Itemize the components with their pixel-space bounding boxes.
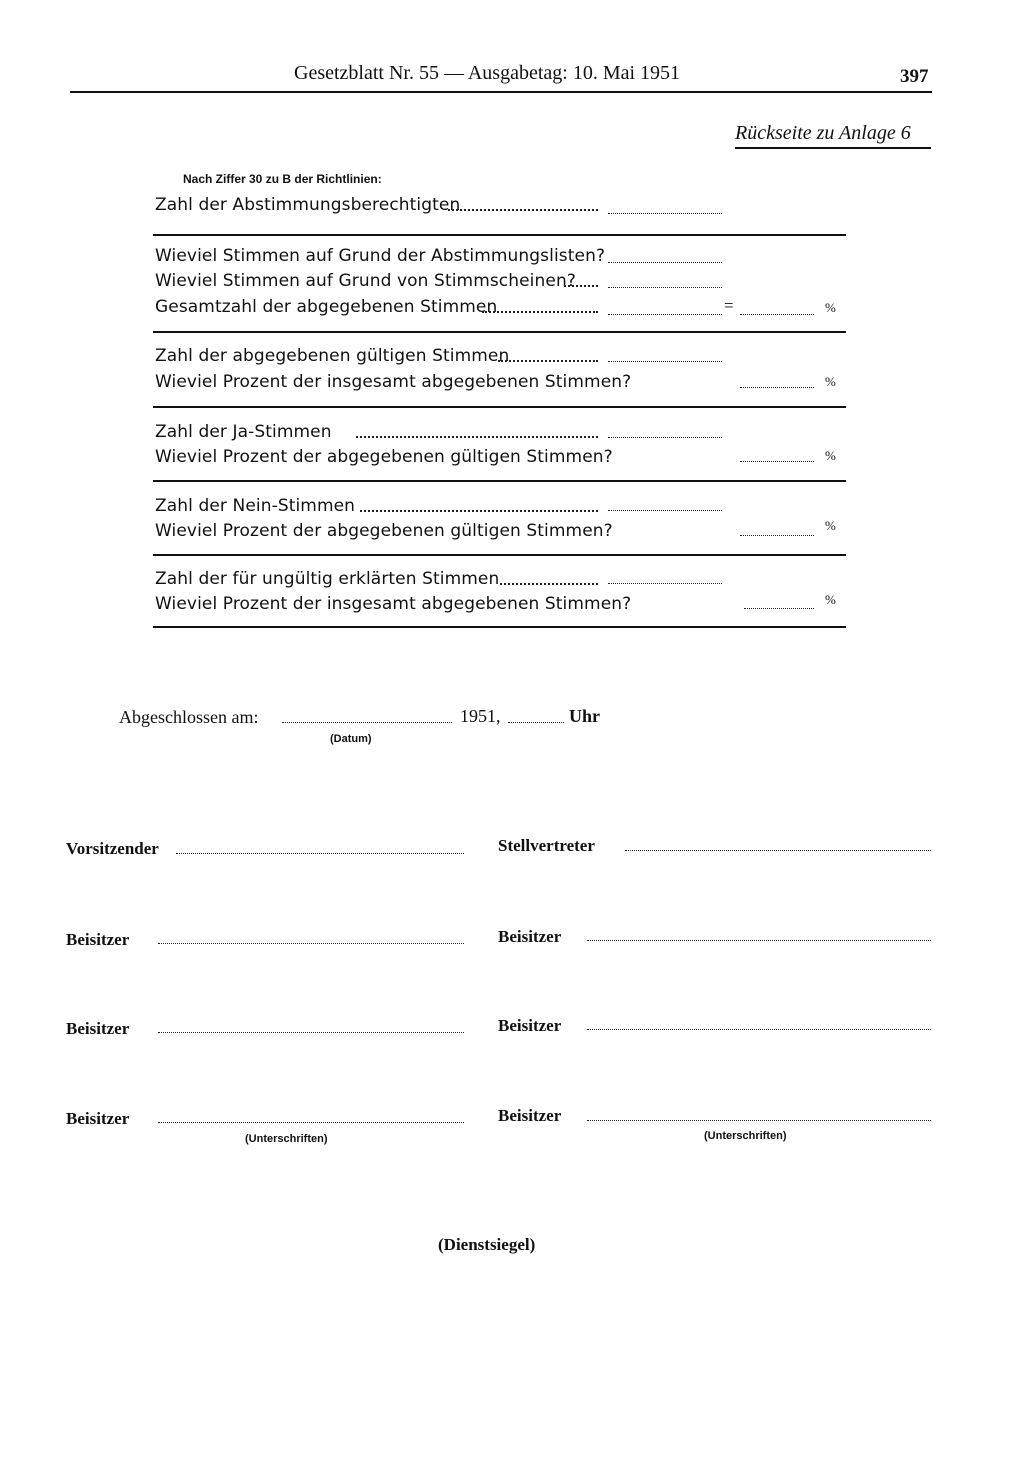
input-nein-stimmen[interactable] [608, 510, 722, 511]
label-nein-stimmen: Zahl der Nein-Stimmen [155, 496, 356, 516]
signature-label-beisitzer-right-3: Beisitzer [498, 1106, 562, 1125]
input-stimmen-listen[interactable] [608, 262, 722, 263]
signature-line-beisitzer-left-3[interactable] [158, 1122, 464, 1123]
label-prozent-insgesamt: Wieviel Prozent der insgesamt abgegebenen Stimmen? [155, 372, 632, 392]
signature-label-vorsitzender: Vorsitzender [66, 839, 159, 858]
label-gueltige-stimmen: Zahl der abgegebenen gültigen Stimmen [155, 346, 510, 366]
input-closing-date[interactable] [282, 722, 452, 723]
signature-label-beisitzer-left-1: Beisitzer [66, 930, 130, 949]
input-gesamtzahl[interactable] [608, 314, 722, 315]
equals-sign: = [724, 296, 734, 315]
gazette-title: Gesetzblatt Nr. 55 — Ausgabetag: 10. Mai 1951 [294, 62, 681, 84]
signature-line-vorsitzender[interactable] [176, 853, 464, 854]
input-gesamtzahl-percent[interactable] [740, 314, 814, 315]
input-prozent-insgesamt[interactable] [740, 387, 814, 388]
label-ja-prozent: Wieviel Prozent der abgegebenen gültigen Stimmen? [155, 447, 613, 467]
input-nein-prozent[interactable] [740, 535, 814, 536]
input-abstimmungsberechtigte[interactable] [608, 213, 722, 214]
page-number: 397 [900, 66, 929, 87]
signature-label-beisitzer-left-2: Beisitzer [66, 1019, 130, 1038]
annex-subtitle: Rückseite zu Anlage 6 [735, 122, 911, 144]
group-divider [153, 626, 846, 628]
dot-leader [498, 352, 598, 362]
label-stimmen-scheine: Wieviel Stimmen auf Grund von Stimmscheinen? [155, 271, 576, 291]
group-divider [153, 554, 846, 556]
dot-leader [360, 502, 598, 512]
signature-label-beisitzer-right-1: Beisitzer [498, 927, 562, 946]
group-divider [153, 331, 846, 333]
input-closing-time[interactable] [508, 722, 564, 723]
label-stimmen-listen: Wieviel Stimmen auf Grund der Abstimmungslisten? [155, 246, 606, 266]
signature-line-beisitzer-right-3[interactable] [587, 1120, 931, 1121]
input-gueltige-stimmen[interactable] [608, 361, 722, 362]
label-ungueltige-stimmen: Zahl der für ungültig erklärten Stimmen [155, 569, 500, 589]
signatures-caption-right: (Unterschriften) [704, 1130, 787, 1142]
label-gesamtzahl: Gesamtzahl der abgegebenen Stimmen [155, 297, 498, 317]
signature-line-beisitzer-right-2[interactable] [587, 1029, 931, 1030]
subtitle-underline [735, 147, 931, 149]
percent-sign: % [825, 300, 836, 315]
closing-year: 1951, [460, 706, 501, 726]
input-ja-prozent[interactable] [740, 461, 814, 462]
group-divider [153, 406, 846, 408]
input-stimmen-scheine[interactable] [608, 287, 722, 288]
percent-sign: % [825, 592, 836, 607]
signatures-caption-left: (Unterschriften) [245, 1133, 328, 1145]
signature-line-beisitzer-left-1[interactable] [158, 943, 464, 944]
dot-leader [356, 428, 598, 438]
dot-leader [564, 277, 598, 287]
closing-time-unit: Uhr [569, 706, 600, 726]
input-ungueltige-stimmen[interactable] [608, 583, 722, 584]
label-abstimmungsberechtigte: Zahl der Abstimmungsberechtigten [155, 195, 461, 215]
input-ungueltig-prozent[interactable] [744, 608, 814, 609]
group-divider [153, 480, 846, 482]
percent-sign: % [825, 518, 836, 533]
input-ja-stimmen[interactable] [608, 437, 722, 438]
percent-sign: % [825, 374, 836, 389]
signature-label-beisitzer-left-3: Beisitzer [66, 1109, 130, 1128]
dot-leader [500, 575, 598, 585]
date-caption: (Datum) [330, 733, 372, 745]
signature-label-beisitzer-right-2: Beisitzer [498, 1016, 562, 1035]
label-nein-prozent: Wieviel Prozent der abgegebenen gültigen Stimmen? [155, 521, 613, 541]
signature-label-stellvertreter: Stellvertreter [498, 836, 595, 855]
dot-leader [448, 201, 598, 211]
header-rule [70, 91, 932, 93]
dot-leader [482, 303, 598, 313]
label-ja-stimmen: Zahl der Ja-Stimmen [155, 422, 332, 442]
label-ungueltig-prozent: Wieviel Prozent der insgesamt abgegebenen Stimmen? [155, 594, 632, 614]
group-divider [153, 234, 846, 236]
signature-line-stellvertreter[interactable] [625, 850, 931, 851]
closing-label: Abgeschlossen am: [119, 707, 259, 727]
section-intro: Nach Ziffer 30 zu B der Richtlinien: [183, 172, 382, 186]
signature-line-beisitzer-left-2[interactable] [158, 1032, 464, 1033]
official-seal-placeholder: (Dienstsiegel) [438, 1235, 536, 1254]
percent-sign: % [825, 448, 836, 463]
signature-line-beisitzer-right-1[interactable] [587, 940, 931, 941]
